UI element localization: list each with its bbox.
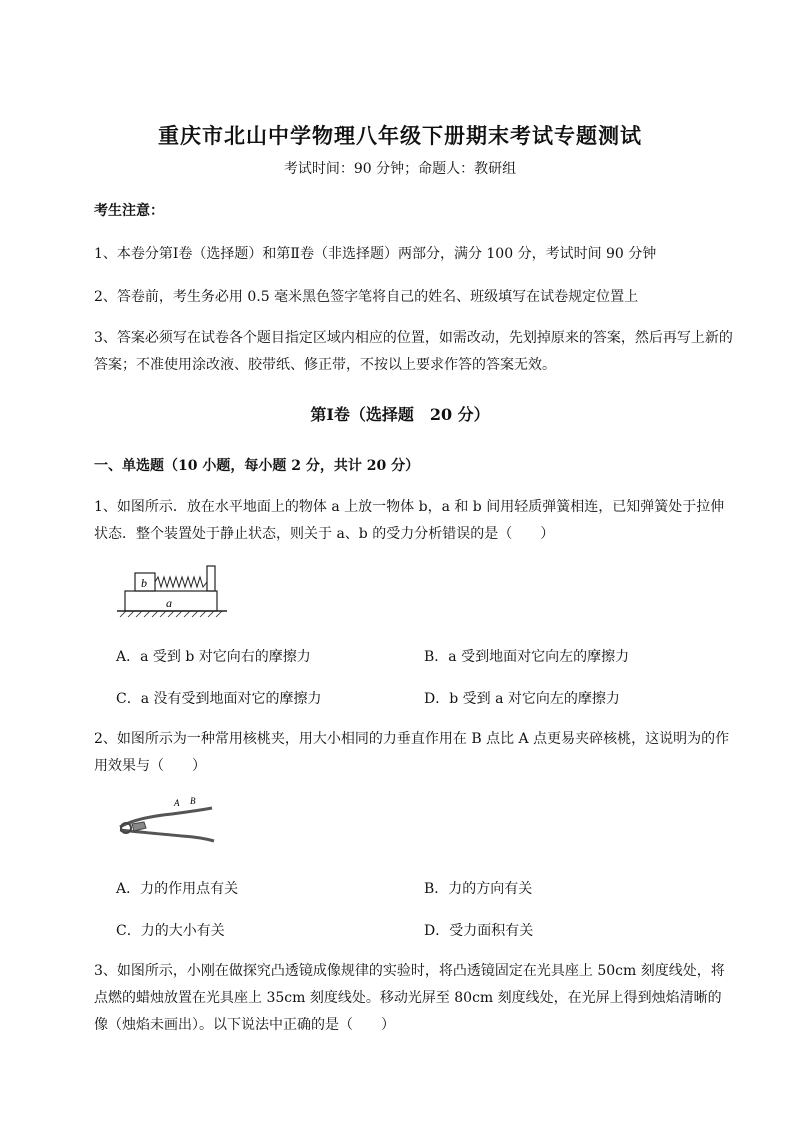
q1-option-a[interactable]: A．a 受到 b 对它向右的摩擦力	[116, 649, 311, 665]
q2-option-d[interactable]: D．受力面积有关	[424, 923, 534, 939]
section-title: 第I卷（选择题 20 分）	[310, 405, 490, 424]
question-3-stem: 3、如图所示，小刚在做探究凸透镜成像规律的实验时，将凸透镜固定在光具座上 50cm 刻度线处，将点燃的蜡烛放置在光具座上 35cm 刻度线处。移动光屏至 80cm 刻度线处，在光屏上得到烛焰清晰的像（烛焰未画出）。以下说法中正确的是（ ）	[94, 963, 725, 1033]
question-1-figure	[112, 562, 232, 622]
q1-option-b[interactable]: B．a 受到地面对它向左的摩擦力	[424, 649, 630, 665]
figure-label-b: b	[141, 576, 147, 590]
part-heading: 一、单选题（10 小题，每小题 2 分，共计 20 分）	[94, 458, 420, 474]
page-title: 重庆市北山中学物理八年级下册期末考试专题测试	[158, 123, 642, 148]
q2-option-b[interactable]: B．力的方向有关	[424, 881, 533, 897]
figure-label-A: A	[174, 798, 180, 808]
q1-option-c[interactable]: C．a 没有受到地面对它的摩擦力	[116, 691, 322, 707]
q1-option-d[interactable]: D．b 受到 a 对它向左的摩擦力	[424, 691, 620, 707]
question-1-stem: 1、如图所示．放在水平地面上的物体 a 上放一物体 b，a 和 b 间用轻质弹簧相连，已知弹簧处于拉伸状态．整个装置处于静止状态，则关于 a、b 的受力分析错误的是（ ）	[94, 499, 725, 542]
notice-item-2: 2、答卷前，考生务必用 0.5 毫米黑色签字笔将自己的姓名、班级填写在试卷规定位置上	[94, 289, 639, 305]
q2-option-a[interactable]: A．力的作用点有关	[116, 881, 239, 897]
q2-option-c[interactable]: C．力的大小有关	[116, 923, 225, 939]
question-2-stem: 2、如图所示为一种常用核桃夹，用大小相同的力垂直作用在 B 点比 A 点更易夹碎核桃，这说明为的作用效果与（ ）	[94, 731, 730, 774]
notice-item-1: 1、本卷分第I卷（选择题）和第Ⅱ卷（非选择题）两部分，满分 100 分，考试时间 90 分钟	[94, 246, 657, 262]
notice-item-3: 3、答案必须写在试卷各个题目指定区域内相应的位置，如需改动，先划掉原来的答案，然后再写上新的答案；不准使用涂改液、胶带纸、修正带，不按以上要求作答的答案无效。	[94, 330, 733, 373]
figure-label-a: a	[166, 596, 172, 610]
notice-label: 考生注意：	[94, 203, 164, 219]
question-2-figure	[112, 794, 222, 854]
exam-info: 考试时间：90 分钟；命题人：教研组	[283, 161, 517, 177]
figure-label-B: B	[190, 796, 196, 806]
